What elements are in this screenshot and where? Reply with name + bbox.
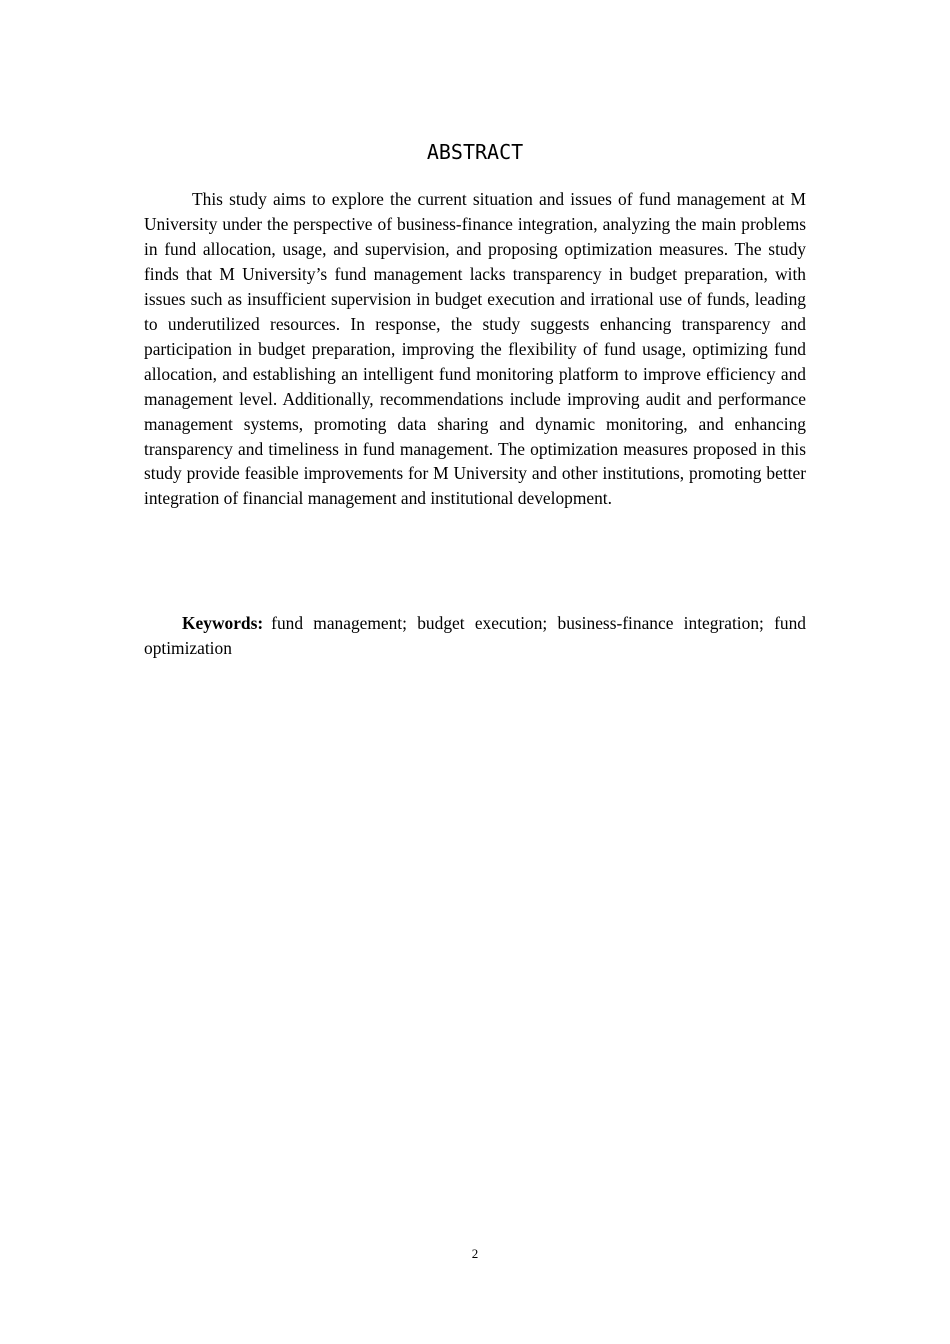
keywords-list: fund management; budget execution; business-finance integration; fund optimization [144,613,806,658]
keywords-label: Keywords [182,613,258,633]
page-number: 2 [471,1246,479,1261]
keywords-separator: : [257,613,264,633]
abstract-title: ABSTRACT [426,140,524,164]
keywords-paragraph [144,611,806,661]
abstract-paragraph: This study aims to explore the current situation and issues of fund management at M University under the perspective of business-finance integration, analyzing the main problems in fund allocation, usage, and supervision, and proposing optimization measures. The study finds that M University’s fund management lacks transparency in budget preparation, with issues such as insufficient supervision in budget execution and irrational use of funds, leading to underutilized resources. In response, the study suggests enhancing transparency and participation in budget preparation, improving the flexibility of fund usage, optimizing fund allocation, and establishing an intelligent fund monitoring platform to improve efficiency and management level. Additionally, recommendations include improving audit and performance management systems, promoting data sharing and dynamic monitoring, and enhancing transparency and timeliness in fund management. The optimization measures proposed in this study provide feasible improvements for M University and other institutions, promoting better integration of financial management and institutional development. [144,189,806,509]
